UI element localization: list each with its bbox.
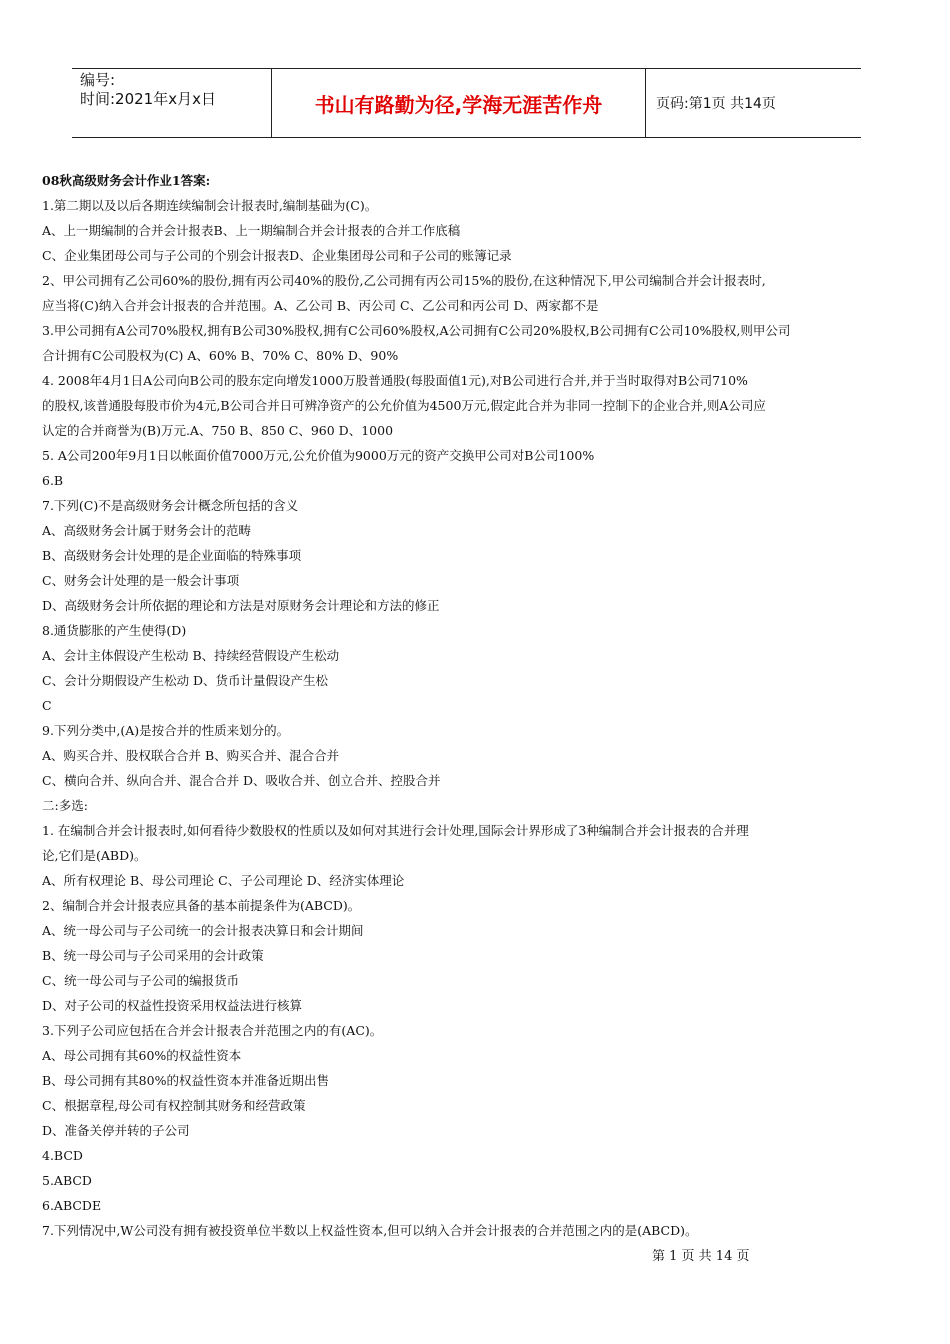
- text-line: C、根据章程,母公司有权控制其财务和经营政策: [42, 1098, 306, 1113]
- document-number-label: 编号:: [80, 71, 116, 89]
- text-line: 5.ABCD: [42, 1173, 92, 1188]
- text-line: 二:多选:: [42, 798, 88, 813]
- text-line: A、高级财务会计属于财务会计的范畴: [42, 523, 252, 538]
- text-line: 认定的合并商誉为(B)万元.A、750 B、850 C、960 D、1000: [42, 423, 394, 438]
- text-line: A、上一期编制的合并会计报表B、上一期编制合并会计报表的合并工作底稿: [42, 223, 461, 238]
- text-line: C: [42, 698, 52, 713]
- text-line: 9.下列分类中,(A)是按合并的性质来划分的。: [42, 723, 290, 738]
- text-line: B、高级财务会计处理的是企业面临的特殊事项: [42, 548, 302, 563]
- text-line: A、母公司拥有其60%的权益性资本: [42, 1048, 242, 1063]
- text-line: A、会计主体假设产生松动 B、持续经营假设产生松动: [42, 648, 340, 663]
- text-line: D、高级财务会计所依据的理论和方法是对原财务会计理论和方法的修正: [42, 598, 440, 613]
- text-line: D、对子公司的权益性投资采用权益法进行核算: [42, 998, 303, 1013]
- header-info: [72, 69, 272, 137]
- text-line: C、统一母公司与子公司的编报货币: [42, 973, 240, 988]
- text-line: 合计拥有C公司股权为(C) A、60% B、70% C、80% D、90%: [42, 348, 399, 363]
- text-line: 3.下列子公司应包括在合并会计报表合并范围之内的有(AC)。: [42, 1023, 383, 1038]
- text-line: 6.ABCDE: [42, 1198, 102, 1213]
- text-line: C、企业集团母公司与子公司的个别会计报表D、企业集团母公司和子公司的账簿记录: [42, 248, 512, 263]
- text-line: B、母公司拥有其80%的权益性资本并准备近期出售: [42, 1073, 329, 1088]
- text-line: 1. 在编制合并会计报表时,如何看待少数股权的性质以及如何对其进行会计处理,国际会计界形成了3种编制合并会计报表的合并理: [42, 823, 749, 838]
- text-line: 8.通货膨胀的产生使得(D): [42, 623, 187, 638]
- document-time-label: 时间:2021年x月x日: [80, 90, 216, 108]
- text-line: 2、编制合并会计报表应具备的基本前提条件为(ABCD)。: [42, 898, 361, 913]
- text-line: 5. A公司200年9月1日以帐面价值7000万元,公允价值为9000万元的资产交换甲公司对B公司100%: [42, 448, 595, 463]
- text-line: 应当将(C)纳入合并会计报表的合并范围。A、乙公司 B、丙公司 C、乙公司和丙公司 D、两家都不是: [42, 298, 599, 313]
- page-header: [72, 68, 861, 138]
- text-line: A、统一母公司与子公司统一的会计报表决算日和会计期间: [42, 923, 364, 938]
- text-line: 7.下列情况中,W公司没有拥有被投资单位半数以上权益性资本,但可以纳入合并会计报表的合并范围之内的是(ABCD)。: [42, 1223, 698, 1238]
- text-line: A、购买合并、股权联合合并 B、购买合并、混合合并: [42, 748, 340, 763]
- text-line: 4. 2008年4月1日A公司向B公司的股东定向增发1000万股普通股(每股面值1元),对B公司进行合并,并于当时取得对B公司710%: [42, 373, 748, 388]
- text-line: 3.甲公司拥有A公司70%股权,拥有B公司30%股权,拥有C公司60%股权,A公司拥有C公司20%股权,B公司拥有C公司10%股权,则甲公司: [42, 323, 791, 338]
- text-line: 7.下列(C)不是高级财务会计概念所包括的含义: [42, 498, 299, 513]
- text-line: 论,它们是(ABD)。: [42, 848, 147, 863]
- document-body: [42, 168, 912, 1243]
- text-line: C、横向合并、纵向合并、混合合并 D、吸收合并、创立合并、控股合并: [42, 773, 441, 788]
- text-line: A、所有权理论 B、母公司理论 C、子公司理论 D、经济实体理论: [42, 873, 405, 888]
- text-line: 2、甲公司拥有乙公司60%的股份,拥有丙公司40%的股份,乙公司拥有丙公司15%的股份,在这种情况下,甲公司编制合并会计报表时,: [42, 273, 766, 288]
- text-line: 6.B: [42, 473, 64, 488]
- header-motto: 书山有路勤为径,学海无涯苦作舟: [272, 69, 646, 137]
- text-line: B、统一母公司与子公司采用的会计政策: [42, 948, 264, 963]
- text-line: C、会计分期假设产生松动 D、货币计量假设产生松: [42, 673, 329, 688]
- document-title: 08秋高级财务会计作业1答案:: [42, 173, 211, 188]
- header-page-number: 页码:第1页 共14页: [656, 96, 776, 112]
- text-line: D、准备关停并转的子公司: [42, 1123, 190, 1138]
- text-line: 的股权,该普通股每股市价为4元,B公司合并日可辨净资产的公允价值为4500万元,假定此合并为非同一控制下的企业合并,则A公司应: [42, 398, 766, 413]
- text-line: 1.第二期以及以后各期连续编制会计报表时,编制基础为(C)。: [42, 198, 378, 213]
- text-line: 4.BCD: [42, 1148, 83, 1163]
- text-line: C、财务会计处理的是一般会计事项: [42, 573, 240, 588]
- page-footer: 第 1 页 共 14 页: [652, 1249, 750, 1264]
